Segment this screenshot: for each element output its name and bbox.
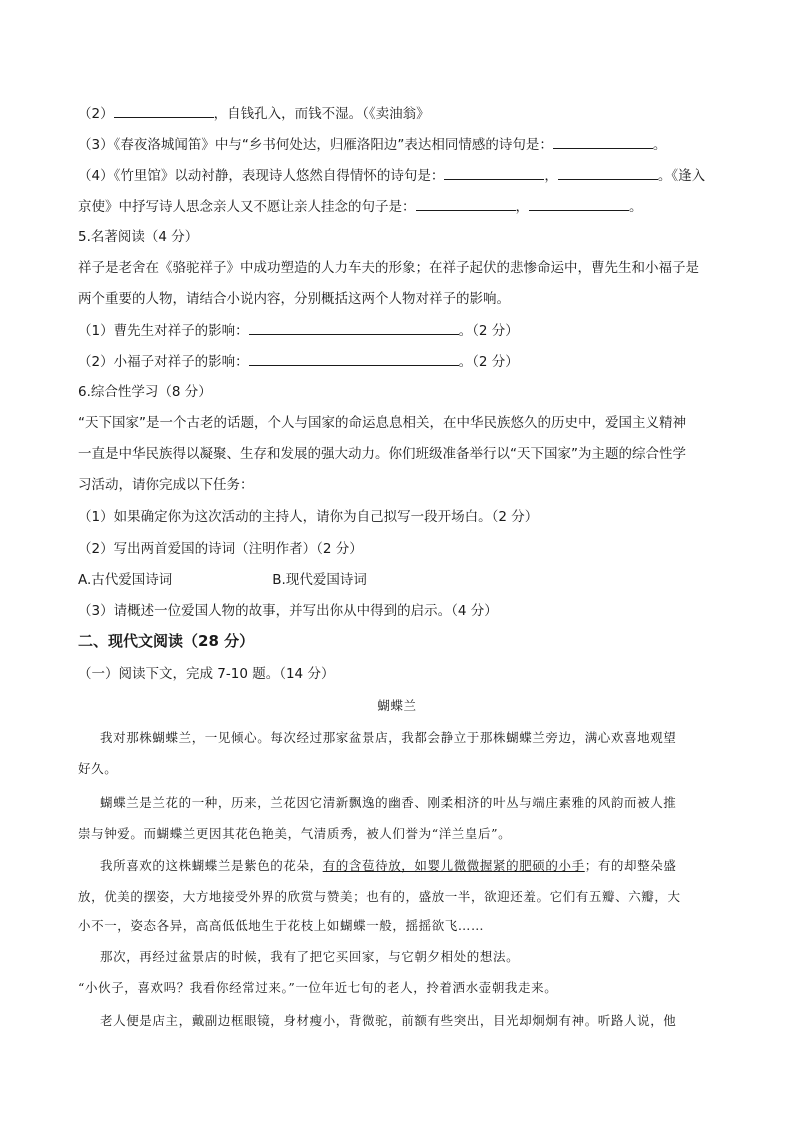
essay-p1-line1: 我对那株蝴蝶兰，一见倾心。每次经过那家盆景店，我都会静立于那株蝴蝶兰旁边，满心欢喜地观望 — [100, 730, 677, 745]
q6-title: 6.综合性学习（8 分） — [78, 384, 212, 400]
q6-task1: （1）如果确定你为这次活动的主持人，请你为自己拟写一段开场白。（2 分） — [78, 509, 539, 525]
q4-item4-line2-text: 京使》中抒写诗人思念亲人又不愿让亲人挂念的句子是： — [78, 199, 416, 215]
essay-p3-line2: 放，优美的摆姿，大方地接受外界的欣赏与赞美；也有的，盛放一半，欲迎还羞。它们有五瓣、六瓣，大 — [78, 889, 681, 904]
essay-p3-underlined: 有的含苞待放，如婴儿微微握紧的肥硕的小手 — [322, 858, 585, 873]
essay-p4: 那次，再经过盆景店的时候，我有了把它买回家，与它朝夕相处的想法。 — [100, 949, 520, 964]
q5-item2-end: 。（2 分） — [458, 354, 519, 370]
q4-item4-sep: ， — [544, 168, 558, 184]
q5-item1-end: 。（2 分） — [458, 323, 519, 339]
essay-p6: 老人便是店主，戴副边框眼镜，身材瘦小，背微驼，前额有些突出，目光却炯炯有神。听路人说，他 — [100, 1013, 677, 1028]
essay-p3-text-a: 我所喜欢的这株蝴蝶兰是紫色的花朵， — [100, 858, 323, 873]
q4-item4-line1-end: 。《逢入 — [657, 168, 706, 184]
q6-intro-line1: “天下国家”是一个古老的话题，个人与国家的命运息息相关，在中华民族悠久的历史中，爱国主义精神 — [78, 415, 686, 431]
answer-blank[interactable] — [416, 197, 516, 211]
q4-item4-text: （4）《竹里馆》以动衬静，表现诗人悠然自得情怀的诗句是： — [78, 168, 445, 184]
essay-p5: “小伙子，喜欢吗？我看你经常过来。”一位年近七旬的老人，拎着洒水壶朝我走来。 — [78, 980, 558, 995]
essay-p2-line1: 蝴蝶兰是兰花的一种，历来，兰花因它清新飘逸的幽香、刚柔相济的叶丛与端庄素雅的风韵而被人推 — [100, 795, 677, 810]
q5-title: 5.名著阅读（4 分） — [78, 229, 199, 245]
q4-item2-suffix: ，自钱孔入，而钱不湿。（《卖油翁》 — [213, 106, 430, 122]
q5-item1-text: （1）曹先生对祥子的影响： — [78, 323, 249, 339]
essay-p3-line1 — [100, 857, 720, 875]
q4-item3 — [78, 135, 720, 154]
q6-task2: （2）写出两首爱国的诗词（注明作者）（2 分） — [78, 541, 363, 557]
q5-item1 — [78, 321, 720, 340]
q6-option-a: A.古代爱国诗词 — [78, 572, 173, 588]
q5-item2-text: （2）小福子对祥子的影响： — [78, 354, 249, 370]
essay-p3-text-b: ；有的却整朵盛 — [584, 858, 677, 873]
answer-blank[interactable] — [249, 352, 459, 366]
answer-blank[interactable] — [249, 321, 459, 335]
section-heading: 二、现代文阅读（28 分） — [78, 632, 255, 650]
essay-p1-line2: 好久。 — [78, 761, 118, 776]
q5-item2 — [78, 352, 720, 371]
q6-intro-line2: 一直是中华民族得以凝聚、生存和发展的强大动力。你们班级准备举行以“天下国家”为主题的综合性学 — [78, 446, 686, 462]
essay-p2-line2: 崇与钟爱。而蝴蝶兰更因其花色艳美，气清质秀，被人们誉为“洋兰皇后”。 — [78, 826, 512, 841]
q6-option-b: B.现代爱国诗词 — [272, 572, 367, 588]
q4-item3-end: 。 — [652, 137, 667, 153]
answer-blank[interactable] — [553, 135, 653, 149]
q4-item4-line2-end: 。 — [629, 199, 643, 215]
q4-item4-line2 — [78, 197, 720, 216]
q6-intro-line3: 习活动，请你完成以下任务： — [78, 477, 254, 493]
q5-intro-line2: 两个重要的人物，请结合小说内容，分别概括这两个人物对祥子的影响。 — [78, 291, 510, 307]
q6-options — [78, 571, 720, 589]
q4-item4-line1 — [78, 166, 720, 185]
q4-item2 — [78, 104, 720, 123]
answer-blank[interactable] — [114, 104, 214, 118]
q4-item3-text: （3）《春夜洛城闻笛》中与“乡书何处达，归雁洛阳边”表达相同情感的诗句是： — [78, 137, 553, 153]
q4-item4-sep: ， — [515, 199, 529, 215]
section-sub-heading: （一）阅读下文，完成 7-10 题。（14 分） — [78, 666, 335, 682]
answer-blank[interactable] — [444, 166, 544, 180]
answer-blank[interactable] — [558, 166, 658, 180]
essay-title: 蝴蝶兰 — [377, 698, 417, 713]
essay-p3-line3: 小不一，姿态各异，高高低低地生于花枝上如蝴蝶一般，摇摇欲飞…… — [78, 918, 485, 933]
q6-task3: （3）请概述一位爱国人物的故事，并写出你从中得到的启示。（4 分） — [78, 603, 498, 619]
q5-intro-line1: 祥子是老舍在《骆驼祥子》中成功塑造的人力车夫的形象；在祥子起伏的悲惨命运中，曹先生和小福子是 — [78, 260, 699, 276]
q4-item2-prefix: （2） — [78, 106, 114, 122]
answer-blank[interactable] — [529, 197, 629, 211]
